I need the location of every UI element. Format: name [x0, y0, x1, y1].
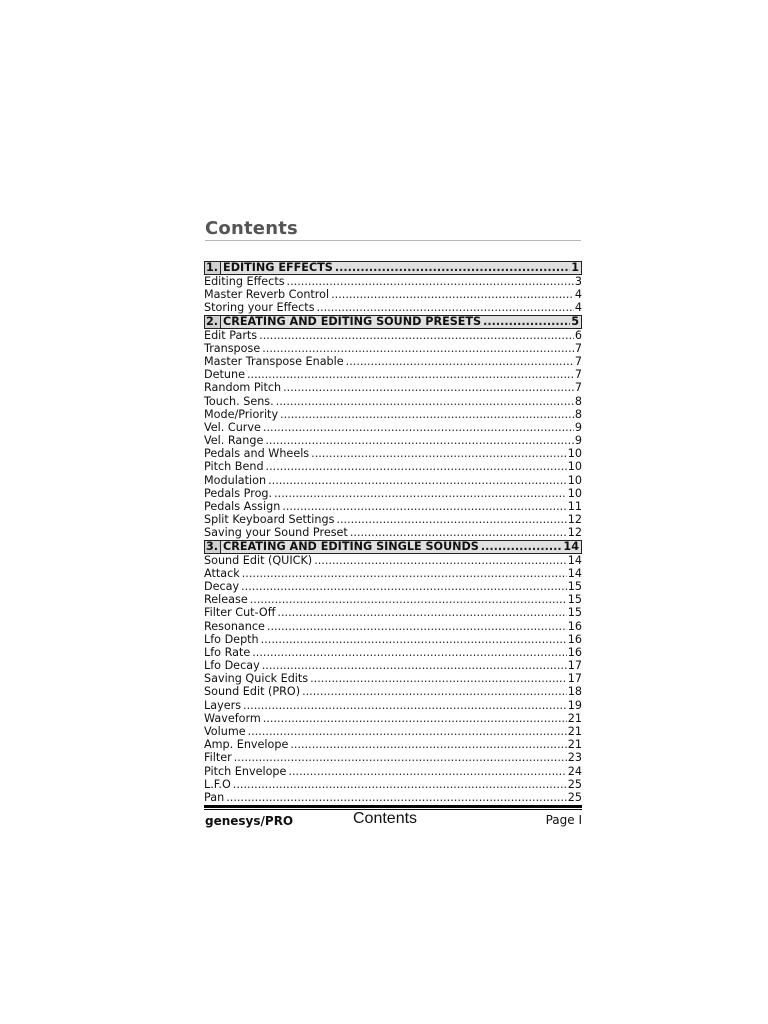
footer-rule-thick [204, 805, 582, 808]
toc-page-number: 7 [574, 381, 582, 395]
toc-entry-row[interactable] [204, 593, 582, 606]
toc-entry-row[interactable] [204, 699, 582, 712]
toc-page-number: 12 [567, 526, 582, 540]
toc-entry-label: Mode/Priority [204, 407, 279, 421]
toc-entry-label: Decay [204, 579, 240, 593]
toc-entry-label: Modulation [204, 473, 267, 487]
toc-entry-label: Lfo Rate [204, 645, 251, 659]
toc-entry-row[interactable] [204, 395, 582, 408]
toc-entry-row[interactable] [204, 606, 582, 619]
toc-dot-leader [267, 620, 567, 633]
toc-dot-leader [242, 567, 567, 580]
toc-page-number: 5 [571, 314, 579, 328]
toc-dot-leader [259, 329, 574, 342]
toc-dot-leader [346, 355, 574, 368]
toc-entry-row[interactable] [204, 500, 582, 513]
toc-entry-label: Lfo Depth [204, 632, 259, 646]
toc-chapter-row[interactable] [204, 315, 582, 329]
toc-entry-label: Waveform [204, 711, 261, 725]
toc-dot-leader [336, 513, 566, 526]
toc-entry-row[interactable] [204, 460, 582, 473]
toc-dot-leader [262, 342, 574, 355]
toc-entry-label: Vel. Range [204, 434, 264, 448]
toc-dot-leader [268, 474, 567, 487]
toc-entry-row[interactable] [204, 554, 582, 567]
toc-entry-row[interactable] [204, 355, 582, 368]
toc-page-number: 15 [567, 593, 582, 607]
toc-entry-row[interactable] [204, 633, 582, 646]
footer-brand: genesys/PRO [205, 814, 294, 828]
toc-dot-leader [277, 606, 566, 619]
toc-dot-leader [314, 554, 567, 567]
toc-dot-leader [263, 421, 574, 434]
toc-entry-label: Master Transpose Enable [204, 354, 344, 368]
toc-entry-label: Master Reverb Control [204, 288, 330, 302]
toc-entry-label: Pedals and Wheels [204, 447, 310, 461]
toc-page-number: 7 [574, 354, 582, 368]
toc-dot-leader [483, 316, 570, 328]
toc-entry-row[interactable] [204, 329, 582, 342]
toc-entry-row[interactable] [204, 659, 582, 672]
table-of-contents [204, 261, 582, 804]
toc-entry-row[interactable] [204, 301, 582, 314]
toc-entry-row[interactable] [204, 778, 582, 791]
toc-entry-label: L.F.O [204, 777, 231, 791]
toc-dot-leader [262, 659, 567, 672]
toc-entry-label: Pitch Envelope [204, 764, 287, 778]
toc-entry-row[interactable] [204, 381, 582, 394]
toc-entry-label: Touch. Sens. [204, 394, 274, 408]
toc-dot-leader [287, 275, 574, 288]
toc-page-number: 16 [567, 632, 582, 646]
toc-entry-row[interactable] [204, 474, 582, 487]
toc-page-number: 17 [567, 659, 582, 673]
toc-dot-leader [234, 751, 567, 764]
toc-entry-row[interactable] [204, 421, 582, 434]
toc-entry-label: Attack [204, 566, 240, 580]
toc-page-number: 9 [574, 434, 582, 448]
toc-page-number: 14 [567, 553, 582, 567]
toc-page-number: 15 [567, 606, 582, 620]
toc-page-number: 14 [563, 539, 579, 553]
toc-entry-label: Pedals Assign [204, 500, 281, 513]
toc-page-number: 17 [567, 672, 582, 686]
toc-page-number: 10 [567, 486, 582, 500]
toc-entry-row[interactable] [204, 738, 582, 751]
toc-chapter-number: 2. [205, 316, 221, 328]
toc-page-number: 10 [567, 460, 582, 474]
toc-entry-label: Saving your Sound Preset [204, 526, 348, 540]
toc-entry-row[interactable] [204, 487, 582, 500]
toc-entry-row[interactable] [204, 408, 582, 421]
toc-dot-leader [331, 288, 574, 301]
toc-page-number: 16 [567, 619, 582, 633]
toc-entry-label: Volume [204, 725, 246, 738]
toc-entry-row[interactable] [204, 434, 582, 447]
toc-entry-label: Edit Parts [204, 328, 258, 342]
toc-page-number: 4 [574, 288, 582, 302]
toc-page-number: 8 [574, 407, 582, 421]
toc-dot-leader [288, 765, 566, 778]
toc-entry-row[interactable] [204, 685, 582, 698]
toc-page-number: 18 [567, 685, 582, 699]
toc-entry-row[interactable] [204, 791, 582, 804]
toc-entry-row[interactable] [204, 275, 582, 288]
footer-page-number: Page I [545, 813, 582, 827]
toc-page-number: 21 [567, 711, 582, 725]
toc-entry-row[interactable] [204, 447, 582, 460]
toc-page-number: 23 [567, 751, 582, 765]
toc-dot-leader [280, 408, 574, 421]
toc-dot-leader [261, 633, 567, 646]
toc-entry-row[interactable] [204, 526, 582, 539]
toc-page-number: 4 [574, 301, 582, 315]
toc-entry-label: Filter Cut-Off [204, 606, 276, 620]
toc-dot-leader [263, 712, 567, 725]
toc-entry-label: Release [204, 593, 248, 607]
toc-entry-label: Storing your Effects [204, 301, 315, 315]
toc-page-number: 10 [567, 447, 582, 461]
toc-page-number: 24 [567, 764, 582, 778]
toc-page-number: 15 [567, 579, 582, 593]
toc-entry-row[interactable] [204, 513, 582, 526]
toc-entry-row[interactable] [204, 580, 582, 593]
toc-chapter-row[interactable] [204, 540, 582, 554]
toc-dot-leader [350, 526, 567, 539]
toc-page-number: 21 [567, 725, 582, 738]
toc-entry-row[interactable] [204, 567, 582, 580]
toc-dot-leader [247, 368, 574, 381]
toc-page-number: 7 [574, 368, 582, 382]
toc-page-number: 25 [567, 790, 582, 804]
toc-page-number: 7 [574, 341, 582, 355]
toc-entry-label: Random Pitch [204, 381, 282, 395]
toc-dot-leader [276, 395, 574, 408]
toc-page-number: 10 [567, 473, 582, 487]
toc-dot-leader [233, 778, 567, 791]
toc-dot-leader [310, 672, 567, 685]
toc-dot-leader [302, 685, 567, 698]
footer-section-title: Contents [353, 810, 418, 827]
toc-dot-leader [248, 725, 567, 738]
toc-dot-leader [290, 738, 566, 751]
toc-entry-label: Detune [204, 368, 245, 382]
toc-entry-row[interactable] [204, 288, 582, 301]
toc-entry-row[interactable] [204, 672, 582, 685]
toc-entry-row[interactable] [204, 342, 582, 355]
toc-dot-leader [265, 434, 574, 447]
toc-page-number: 6 [574, 328, 582, 342]
toc-entry-label: Saving Quick Edits [204, 672, 309, 686]
toc-entry-label: Transpose [204, 341, 261, 355]
toc-entry-label: Layers [204, 698, 242, 712]
toc-entry-row[interactable] [204, 368, 582, 381]
toc-page-number: 1 [571, 261, 579, 274]
toc-entry-label: CREATING AND EDITING SINGLE SOUNDS [223, 539, 479, 553]
toc-entry-label: Lfo Decay [204, 659, 260, 673]
toc-entry-row[interactable] [204, 712, 582, 725]
toc-dot-leader [481, 541, 563, 553]
toc-dot-leader [317, 301, 574, 314]
toc-entry-label: Resonance [204, 619, 265, 633]
toc-chapter-row[interactable] [204, 261, 582, 275]
toc-entry-label: CREATING AND EDITING SOUND PRESETS [223, 314, 482, 328]
toc-page-number: 3 [574, 275, 582, 288]
toc-page-number: 12 [567, 513, 582, 527]
toc-dot-leader [274, 487, 567, 500]
toc-page-number: 11 [567, 500, 582, 513]
toc-dot-leader [266, 460, 567, 473]
toc-entry-label: Vel. Curve [204, 420, 261, 434]
toc-page-number: 8 [574, 394, 582, 408]
toc-page-number: 25 [567, 777, 582, 791]
toc-entry-label: Filter [204, 751, 232, 765]
toc-page-number: 14 [567, 566, 582, 580]
toc-page-number: 19 [567, 698, 582, 712]
toc-entry-row[interactable] [204, 765, 582, 778]
toc-entry-row[interactable] [204, 725, 582, 738]
page-title: Contents [205, 218, 581, 241]
toc-page-number: 16 [567, 645, 582, 659]
toc-dot-leader [335, 262, 570, 274]
toc-entry-label: Editing Effects [204, 275, 285, 288]
toc-entry-row[interactable] [204, 751, 582, 764]
toc-entry-row[interactable] [204, 620, 582, 633]
toc-chapter-number: 1. [205, 262, 221, 274]
toc-page-number: 21 [567, 738, 582, 752]
toc-dot-leader [282, 500, 566, 513]
toc-entry-label: Pedals Prog. [204, 486, 273, 500]
toc-entry-label: Pan [204, 790, 225, 804]
toc-entry-row[interactable] [204, 646, 582, 659]
toc-page-number: 9 [574, 420, 582, 434]
toc-dot-leader [243, 699, 567, 712]
toc-dot-leader [283, 381, 574, 394]
toc-dot-leader [226, 791, 567, 804]
toc-dot-leader [252, 646, 567, 659]
toc-entry-label: Pitch Bend [204, 460, 264, 474]
toc-dot-leader [241, 580, 567, 593]
toc-entry-label: Sound Edit (PRO) [204, 685, 301, 699]
toc-entry-label: Sound Edit (QUICK) [204, 553, 313, 567]
toc-entry-label: Split Keyboard Settings [204, 513, 335, 527]
toc-chapter-number: 3. [205, 541, 221, 553]
toc-dot-leader [250, 593, 567, 606]
toc-dot-leader [311, 447, 567, 460]
toc-entry-label: Amp. Envelope [204, 738, 289, 752]
toc-entry-label: EDITING EFFECTS [223, 261, 333, 274]
